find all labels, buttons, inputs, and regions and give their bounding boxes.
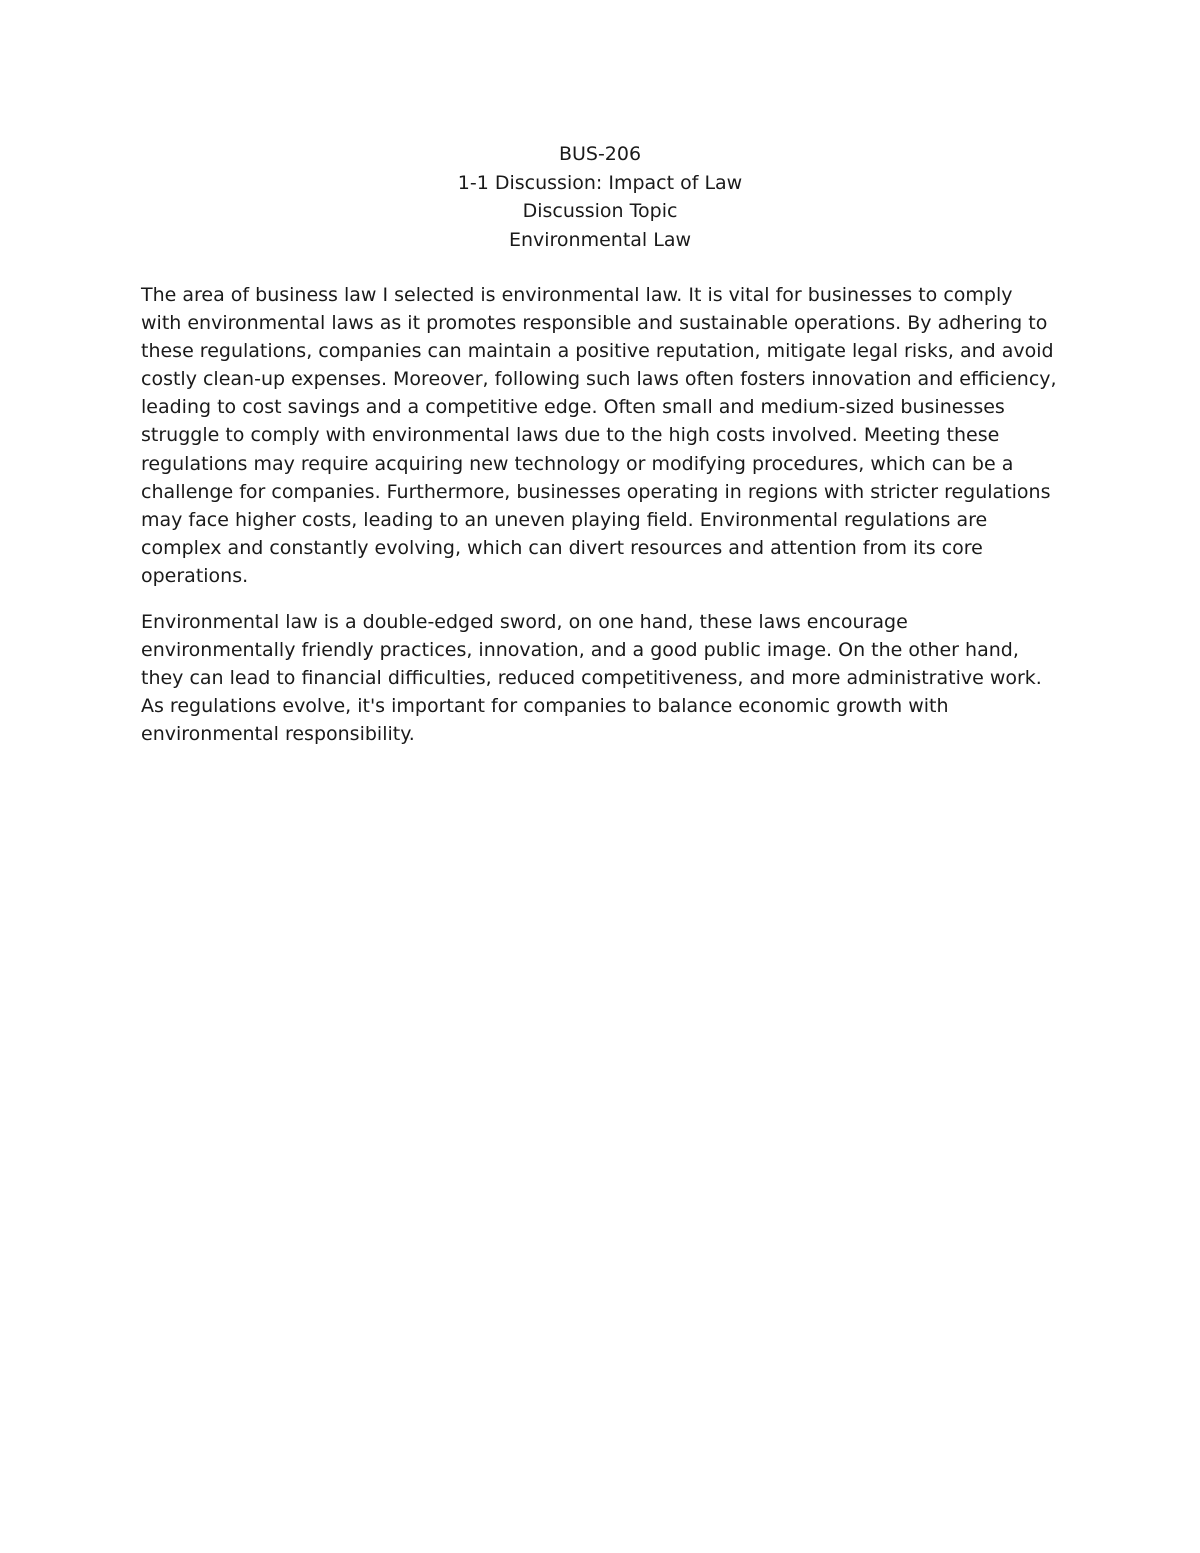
paragraph-line: environmentally friendly practices, innovation, and a good public image. On the other hand, <box>141 639 1019 662</box>
paragraph-1 <box>141 281 1071 590</box>
paragraph-line: costly clean-up expenses. Moreover, following such laws often fosters innovation and efficiency, <box>141 368 1057 391</box>
paragraph-line: may face higher costs, leading to an uneven playing field. Environmental regulations are <box>141 508 988 531</box>
document-header <box>0 140 1200 254</box>
course-code: BUS-206 <box>558 143 642 165</box>
paragraph-line: they can lead to financial difficulties, reduced competitiveness, and more administrative work. <box>141 667 1042 690</box>
topic-title: Environmental Law <box>508 228 692 251</box>
paragraph-line: with environmental laws as it promotes responsible and sustainable operations. By adhering to <box>141 312 1048 335</box>
paragraph-line: regulations may require acquiring new technology or modifying procedures, which can be a <box>141 452 1014 475</box>
assignment-title: 1-1 Discussion: Impact of Law <box>457 171 743 194</box>
paragraph-line: struggle to comply with environmental laws due to the high costs involved. Meeting these <box>141 424 1000 447</box>
paragraph-line: leading to cost savings and a competitive edge. Often small and medium-sized businesses <box>141 396 1005 419</box>
paragraph-line: operations. <box>141 564 249 587</box>
paragraph-line: these regulations, companies can maintain a positive reputation, mitigate legal risks, and avoid <box>141 340 1054 363</box>
paragraph-line: Environmental law is a double-edged sword, on one hand, these laws encourage <box>141 611 908 634</box>
paragraph-line: challenge for companies. Furthermore, businesses operating in regions with stricter regulations <box>141 480 1051 503</box>
document-body <box>141 281 1071 749</box>
discussion-subtitle: Discussion Topic <box>522 200 678 222</box>
paragraph-line: environmental responsibility. <box>141 723 415 746</box>
paragraph-line: complex and constantly evolving, which can divert resources and attention from its core <box>141 536 983 559</box>
paragraph-line: As regulations evolve, it's important for companies to balance economic growth with <box>141 695 949 718</box>
paragraph-spacer <box>141 590 1071 608</box>
paragraph-2 <box>141 608 1071 748</box>
paragraph-line: The area of business law I selected is environmental law. It is vital for businesses to comply <box>141 284 1013 306</box>
